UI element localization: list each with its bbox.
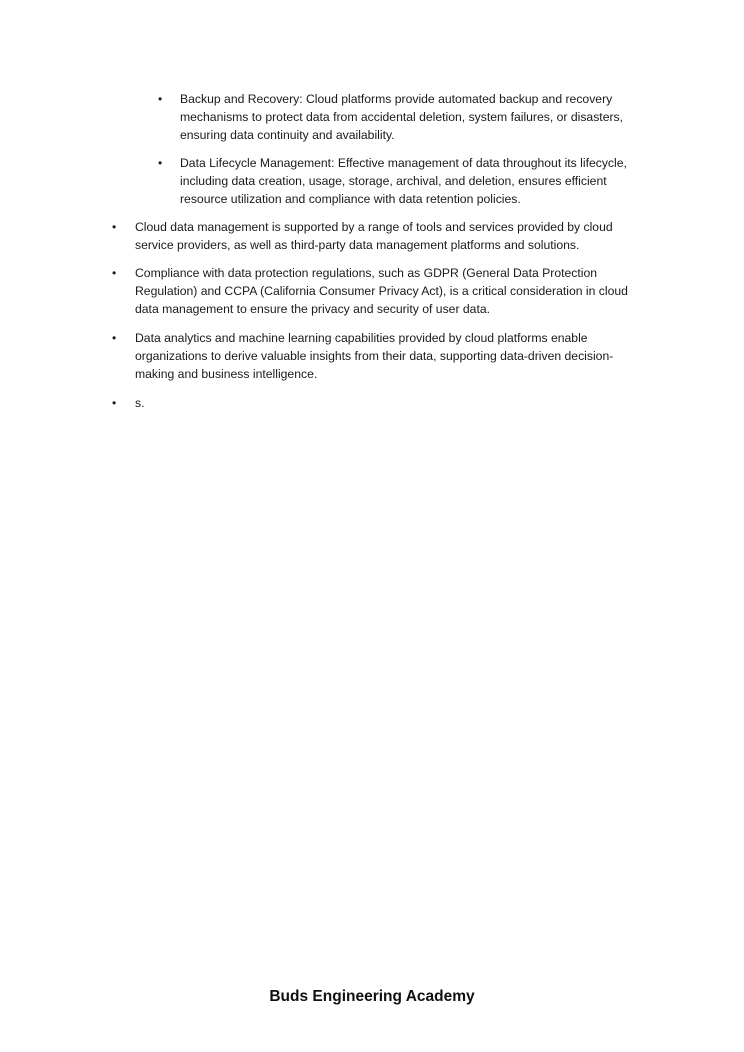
list-item-text: Compliance with data protection regulations, such as GDPR (General Data Protection Regulation) and CCPA (California Consumer Privacy Act), is a critical consideration in cloud data management to ensure the privacy and security of user data. [135,266,628,316]
bullet-icon: • [112,220,117,234]
bullet-icon: • [158,92,163,106]
bullet-icon: • [158,156,163,170]
list-item-text: Data Lifecycle Management: Effective management of data throughout its lifecycle, including data creation, usage, storage, archival, and deletion, ensures efficient resource utilization and compliance with data retention policies. [180,156,627,206]
list-item-text: Cloud data management is supported by a range of tools and services provided by cloud service providers, as well as third-party data management platforms and solutions. [135,220,613,252]
bullet-icon: • [112,331,117,345]
list-item-text: Backup and Recovery: Cloud platforms provide automated backup and recovery mechanisms to protect data from accidental deletion, system failures, or disasters, ensuring data continuity and availability. [180,92,624,142]
list-item-text: s. [135,396,145,410]
list-item-text: Data analytics and machine learning capabilities provided by cloud platforms enable organizations to derive valuable insights from their data, supporting data-driven decision- making and business intelligence. [135,331,614,381]
bullet-icon: • [112,396,117,410]
page-footer: Buds Engineering Academy [269,988,475,1005]
bullet-icon: • [112,266,117,280]
